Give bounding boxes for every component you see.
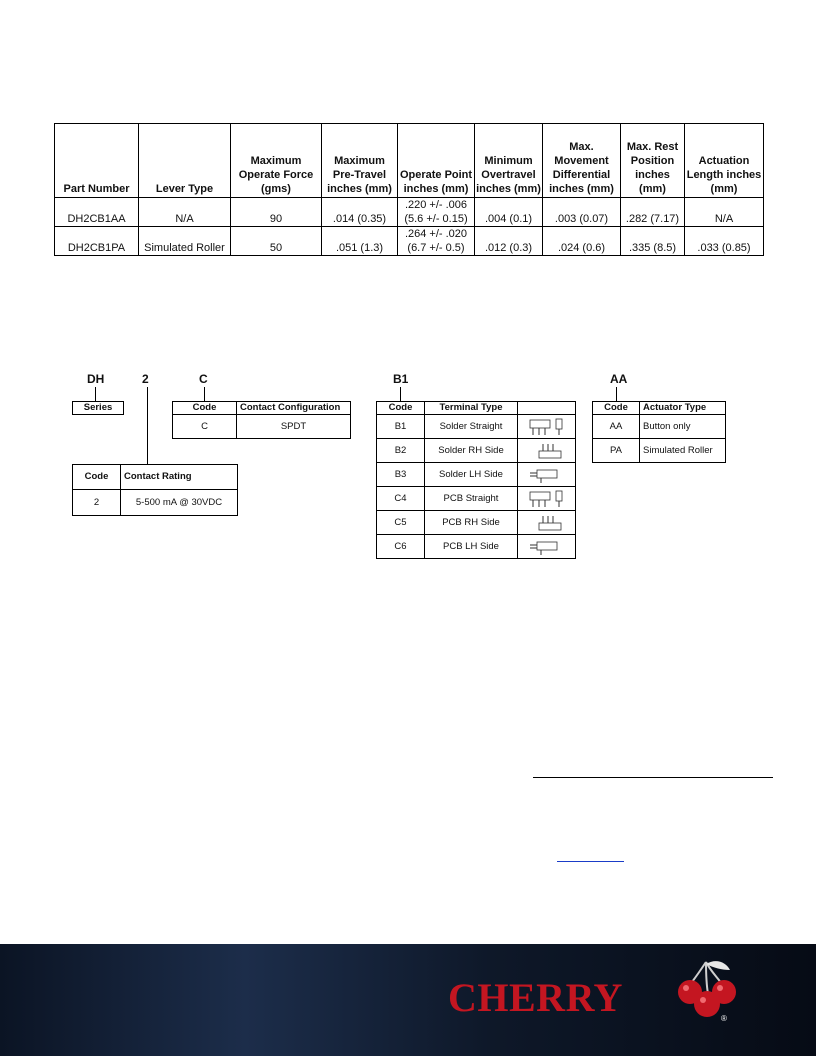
- table-row: [377, 511, 576, 535]
- column-header: Code: [173, 402, 237, 415]
- brand-logo-text: CHERRY: [448, 975, 623, 1020]
- solder-rh-side-drawing-icon: [518, 439, 576, 463]
- code-cell: B3: [377, 463, 425, 487]
- column-header: Actuator Type: [640, 402, 726, 415]
- code-cell: AA: [593, 415, 640, 439]
- description-cell: Button only: [640, 415, 726, 439]
- lever-type-cell: N/A: [139, 198, 231, 227]
- description-cell: Solder Straight: [425, 415, 518, 439]
- column-header: Contact Configuration: [237, 402, 351, 415]
- connector-line: [400, 387, 401, 401]
- column-header: Minimum Overtravel inches (mm): [475, 124, 543, 198]
- code-cell: C4: [377, 487, 425, 511]
- description-cell: PCB Straight: [425, 487, 518, 511]
- terminal-type-table: [376, 401, 576, 559]
- overtravel-cell: .004 (0.1): [475, 198, 543, 227]
- description-cell: 5-500 mA @ 30VDC: [121, 490, 238, 516]
- registered-mark: ®: [721, 1014, 727, 1023]
- code-cell: PA: [593, 439, 640, 463]
- connector-line: [95, 387, 96, 401]
- part-number-cell: DH2CB1PA: [55, 227, 139, 256]
- column-header: Operate Point inches (mm): [398, 124, 475, 198]
- connector-line: [147, 387, 148, 464]
- description-cell: Solder RH Side: [425, 439, 518, 463]
- code-cell: B1: [377, 415, 425, 439]
- code-cell: C5: [377, 511, 425, 535]
- rest-position-cell: .282 (7.17): [621, 198, 685, 227]
- column-header: Max. Rest Position inches (mm): [621, 124, 685, 198]
- cherries-logo-icon: [676, 958, 740, 1024]
- column-header: Code: [593, 402, 640, 415]
- column-header: Contact Rating: [121, 465, 238, 490]
- solder-straight-drawing-icon: [518, 415, 576, 439]
- table-row: [73, 490, 238, 516]
- operate-point-inches: .220 +/- .006: [404, 199, 468, 211]
- table-row: [55, 198, 764, 227]
- specifications-table: [54, 123, 764, 256]
- series-label: Series: [72, 401, 124, 415]
- link-underline[interactable]: [557, 861, 624, 862]
- operate-force-cell: 90: [231, 198, 322, 227]
- rest-position-cell: .335 (8.5): [621, 227, 685, 256]
- operate-point-mm: (6.7 +/- 0.5): [407, 242, 465, 254]
- connector-line: [616, 387, 617, 401]
- code-cell: 2: [73, 490, 121, 516]
- code-series: DH: [87, 372, 105, 386]
- table-row: [377, 439, 576, 463]
- signature-rule: [533, 777, 773, 778]
- operate-point-inches: .264 +/- .020: [404, 228, 468, 240]
- code-cell: C6: [377, 535, 425, 559]
- pre-travel-cell: .051 (1.3): [322, 227, 398, 256]
- part-number-cell: DH2CB1AA: [55, 198, 139, 227]
- code-cell: C: [173, 415, 237, 439]
- operate-point-cell: [398, 198, 475, 227]
- description-cell: Solder LH Side: [425, 463, 518, 487]
- code-cell: B2: [377, 439, 425, 463]
- column-header: Max. Movement Differential inches (mm): [543, 124, 621, 198]
- column-header: Code: [377, 402, 425, 415]
- description-cell: SPDT: [237, 415, 351, 439]
- column-header-empty: [518, 402, 576, 415]
- column-header: Actuation Length inches (mm): [685, 124, 764, 198]
- actuation-length-cell: .033 (0.85): [685, 227, 764, 256]
- column-header: Terminal Type: [425, 402, 518, 415]
- code-contact-rating: 2: [142, 372, 149, 386]
- table-row: [593, 415, 726, 439]
- operate-point-mm: (5.6 +/- 0.15): [404, 213, 468, 225]
- pcb-rh-side-drawing-icon: [518, 511, 576, 535]
- pre-travel-cell: .014 (0.35): [322, 198, 398, 227]
- operate-point-cell: [398, 227, 475, 256]
- column-header: Code: [73, 465, 121, 490]
- table-header-row: [55, 124, 764, 198]
- column-header: Maximum Operate Force (gms): [231, 124, 322, 198]
- operate-force-cell: 50: [231, 227, 322, 256]
- table-row: [593, 439, 726, 463]
- movement-differential-cell: .003 (0.07): [543, 198, 621, 227]
- connector-line: [204, 387, 205, 401]
- overtravel-cell: .012 (0.3): [475, 227, 543, 256]
- contact-configuration-table: [172, 401, 351, 439]
- column-header: Lever Type: [139, 124, 231, 198]
- table-row: [377, 535, 576, 559]
- solder-lh-side-drawing-icon: [518, 463, 576, 487]
- description-cell: PCB RH Side: [425, 511, 518, 535]
- table-row: [377, 415, 576, 439]
- pcb-straight-drawing-icon: [518, 487, 576, 511]
- actuator-type-table: [592, 401, 726, 463]
- column-header: Maximum Pre-Travel inches (mm): [322, 124, 398, 198]
- code-actuator-type: AA: [610, 372, 628, 386]
- movement-differential-cell: .024 (0.6): [543, 227, 621, 256]
- contact-rating-table: [72, 464, 238, 516]
- actuation-length-cell: N/A: [685, 198, 764, 227]
- table-row: [377, 463, 576, 487]
- table-row: [377, 487, 576, 511]
- table-row: [173, 415, 351, 439]
- code-terminal-type: B1: [393, 372, 409, 386]
- description-cell: Simulated Roller: [640, 439, 726, 463]
- lever-type-cell: Simulated Roller: [139, 227, 231, 256]
- code-contact-configuration: C: [199, 372, 208, 386]
- table-row: [55, 227, 764, 256]
- description-cell: PCB LH Side: [425, 535, 518, 559]
- column-header: Part Number: [55, 124, 139, 198]
- pcb-lh-side-drawing-icon: [518, 535, 576, 559]
